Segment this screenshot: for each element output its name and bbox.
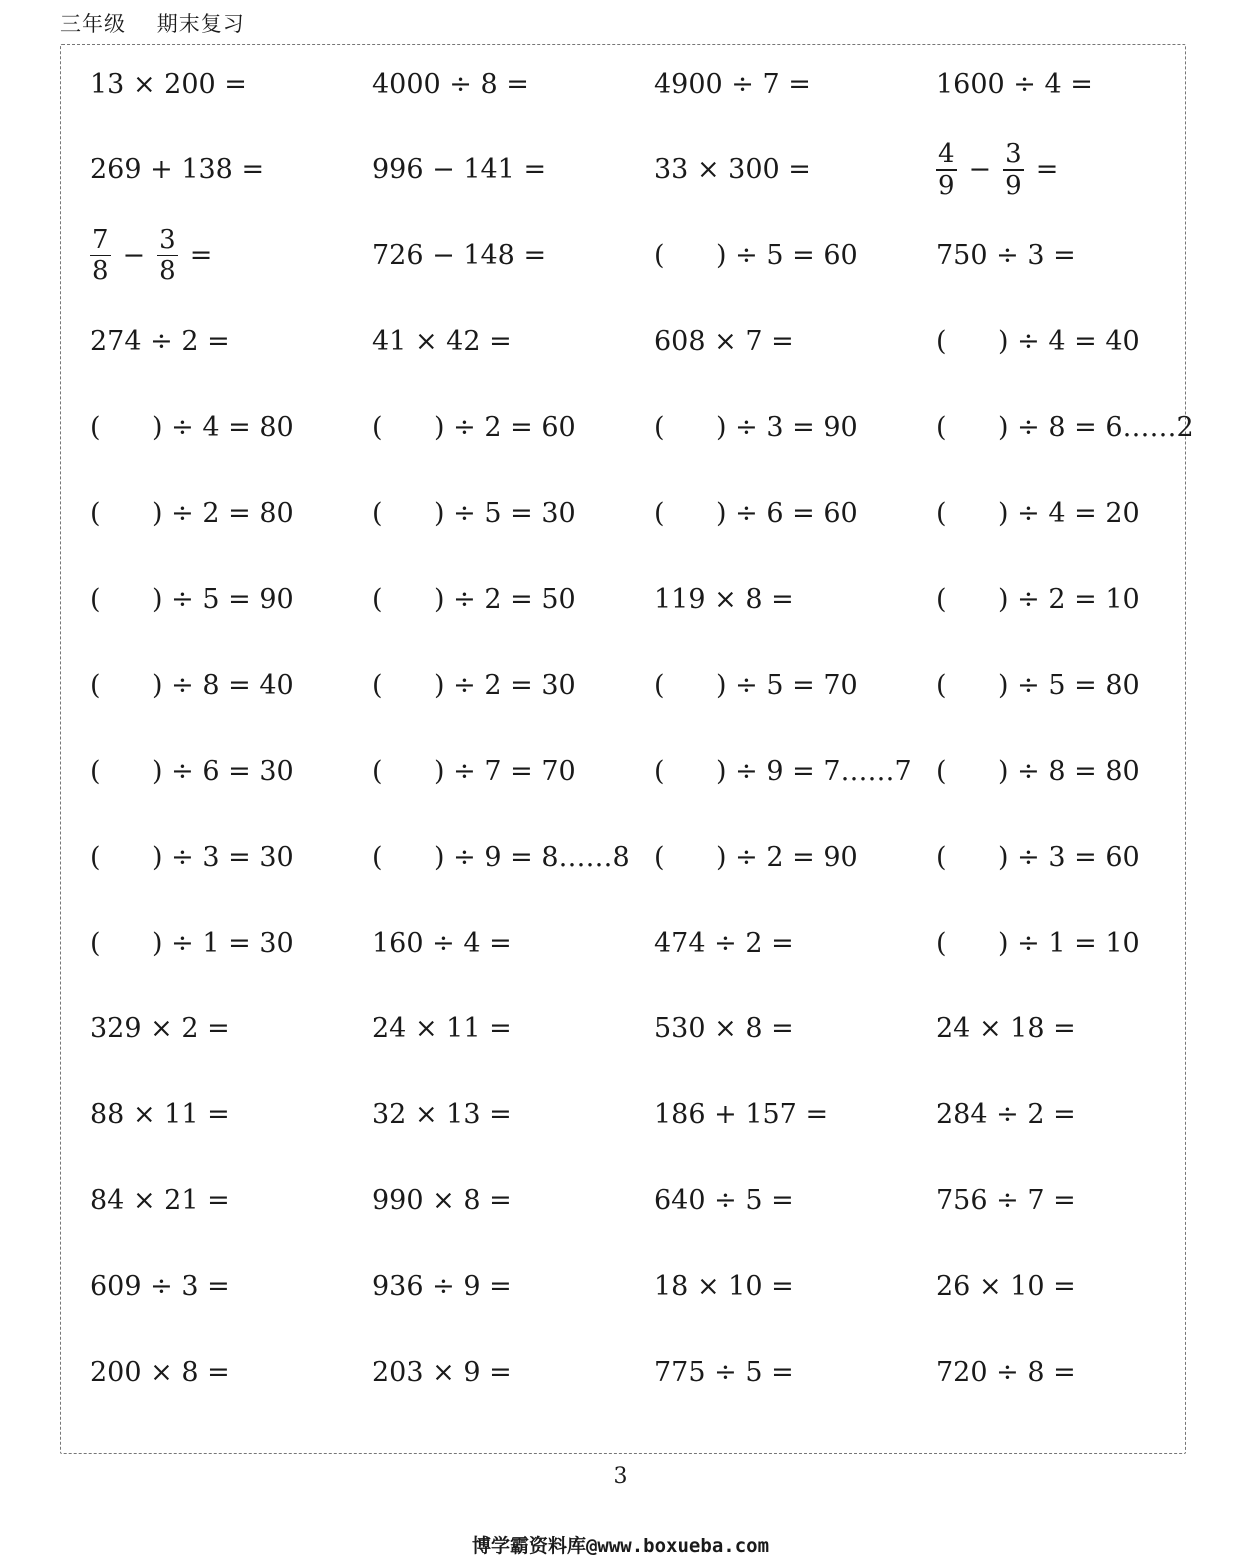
problem-cell [654,1247,794,1327]
fraction-denominator: 8 [159,256,176,287]
problem-cell [654,1161,794,1241]
problem-expression: 720 ÷ 8 = [936,1357,1076,1388]
problem-cell [372,989,512,1069]
problem-expression: 4000 ÷ 8 = [372,68,529,100]
problem-row [0,1247,1241,1327]
problem-cell [372,388,576,468]
problem-expression: ( ) ÷ 4 = 40 [936,326,1140,358]
problem-cell [90,731,294,811]
problem-cell [936,1161,1076,1241]
problem-expression: 4900 ÷ 7 = [654,68,811,100]
problem-cell [936,817,1140,897]
problem-cell [90,302,230,382]
footer-site-credit: 博学霸资料库@www.boxueba.com [471,1535,770,1557]
problem-cell [654,388,858,468]
problem-expression: ( ) ÷ 4 = 80 [90,412,294,444]
problem-expression: 32 × 13 = [372,1099,512,1131]
problem-cell [90,474,294,554]
problem-expression: 1600 ÷ 4 = [936,68,1093,100]
problem-cell [372,645,576,725]
problem-expression: 186 + 157 = [654,1099,829,1131]
problem-expression: 160 ÷ 4 = [372,927,512,959]
problem-cell [654,1075,828,1155]
problem-expression: 33 × 300 = [654,154,811,186]
problem-expression: ( ) ÷ 5 = 70 [654,669,858,701]
problem-cell [936,216,1076,296]
problem-cell [654,731,912,811]
problem-row [0,216,1241,296]
problem-cell [936,474,1140,554]
problem-cell [372,559,576,639]
problem-expression: 284 ÷ 2 = [936,1099,1076,1131]
problem-expression: ( ) ÷ 5 = 30 [372,498,576,529]
problem-row [0,903,1241,983]
fraction-numerator: 3 [1005,139,1022,170]
problem-cell [372,731,576,811]
problem-cell [90,1075,230,1155]
problem-cell [654,474,858,554]
fraction-numerator: 7 [92,225,109,256]
problem-cell [90,1333,230,1413]
problem-cell [654,645,858,725]
problem-cell [936,989,1076,1069]
fraction-denominator: 8 [92,256,109,287]
fraction-left [936,139,957,200]
problem-row [0,559,1241,639]
problem-expression: ( ) ÷ 8 = 40 [90,669,294,701]
problem-cell [372,1333,512,1413]
problem-row [0,130,1241,210]
equals-sign: = [189,240,213,272]
problem-expression: 269 + 138 = [90,154,265,186]
problem-expression: ( ) ÷ 7 = 70 [372,755,576,787]
problem-expression: 24 × 18 = [936,1013,1076,1045]
fraction-left [90,225,111,286]
problem-expression: ( ) ÷ 2 = 80 [90,498,294,529]
problem-cell [372,1161,512,1241]
problem-expression: 609 ÷ 3 = [90,1271,230,1303]
page-number: 3 [613,1464,628,1489]
problem-cell [936,1333,1076,1413]
problem-cell [654,903,794,983]
problem-expression: ( ) ÷ 4 = 20 [936,498,1140,529]
problem-expression: ( ) ÷ 8 = 6……2 [936,412,1194,444]
problem-expression: 274 ÷ 2 = [90,326,230,358]
problem-expression: ( ) ÷ 5 = 90 [90,583,294,615]
problem-cell [654,44,811,124]
problem-expression: 608 × 7 = [654,326,794,358]
problem-expression: 775 ÷ 5 = [654,1357,794,1388]
problem-expression: ( ) ÷ 2 = 50 [372,583,576,615]
problem-expression: ( ) ÷ 5 = 60 [654,240,858,272]
problem-expression: ( ) ÷ 9 = 7……7 [654,755,912,787]
problem-cell [90,645,294,725]
problem-row [0,1161,1241,1241]
problem-expression: ( ) ÷ 3 = 60 [936,841,1140,873]
problem-expression: ( ) ÷ 5 = 80 [936,669,1140,701]
problem-expression: 750 ÷ 3 = [936,240,1076,272]
problem-cell [90,1161,230,1241]
problem-cell [936,44,1093,124]
problem-expression: ( ) ÷ 8 = 80 [936,755,1140,787]
problem-expression: 474 ÷ 2 = [654,927,794,959]
problem-cell [936,130,1066,210]
problem-expression: 530 × 8 = [654,1013,794,1045]
problem-row [0,388,1241,468]
problem-cell [372,1075,512,1155]
problem-expression: ( ) ÷ 2 = 90 [654,841,858,873]
problem-cell [372,302,512,382]
problem-row [0,989,1241,1069]
problem-cell [654,130,811,210]
fraction-denominator: 9 [938,170,955,201]
problem-cell [90,989,230,1069]
problem-expression: 726 − 148 = [372,240,547,272]
problem-row [0,1333,1241,1413]
problem-cell [936,903,1140,983]
problem-cell [936,645,1140,725]
problem-cell [936,731,1140,811]
problem-cell [90,559,294,639]
problem-cell [90,216,220,296]
problem-expression: ( ) ÷ 2 = 60 [372,412,576,444]
problem-expression: ( ) ÷ 9 = 8……8 [372,841,630,873]
problem-cell [654,216,858,296]
problem-expression: ( ) ÷ 3 = 30 [90,841,294,873]
fraction-operator: − [968,154,992,186]
problem-cell [936,559,1140,639]
fraction-denominator: 9 [1005,170,1022,201]
problem-cell [936,1075,1076,1155]
problem-cell [372,817,630,897]
problem-cell [936,302,1140,382]
problem-row [0,817,1241,897]
problem-cell [654,559,794,639]
fraction-right [1003,139,1024,200]
fraction-numerator: 4 [938,139,955,170]
problem-row [0,302,1241,382]
problem-row [0,731,1241,811]
problem-expression: 936 ÷ 9 = [372,1271,512,1303]
problem-expression: ( ) ÷ 1 = 10 [936,927,1140,959]
problem-cell [372,1247,512,1327]
problem-expression: 640 ÷ 5 = [654,1185,794,1217]
problem-cell [654,817,858,897]
problem-expression: 119 × 8 = [654,583,794,615]
problem-expression: ( ) ÷ 1 = 30 [90,927,294,959]
problem-cell [654,1333,794,1413]
problem-expression: 200 × 8 = [90,1357,230,1388]
page-header-title: 三年级 期末复习 [60,12,245,36]
problem-expression: 990 × 8 = [372,1185,512,1217]
problem-expression: ( ) ÷ 2 = 30 [372,669,576,701]
problem-cell [372,903,512,983]
problem-expression: 13 × 200 = [90,68,247,100]
problem-expression: 203 × 9 = [372,1357,512,1388]
problem-expression: ( ) ÷ 3 = 90 [654,412,858,444]
problem-expression: 84 × 21 = [90,1185,230,1217]
problem-expression: 756 ÷ 7 = [936,1185,1076,1217]
problem-expression: 26 × 10 = [936,1271,1076,1303]
fraction-right [157,225,178,286]
problem-cell [372,474,576,554]
problem-cell [936,1247,1076,1327]
problem-cell [372,216,546,296]
problem-cell [936,388,1194,468]
problem-expression: 18 × 10 = [654,1271,794,1303]
problem-cell [372,130,546,210]
problem-expression: 88 × 11 = [90,1099,230,1131]
problem-expression: 329 × 2 = [90,1013,230,1045]
problem-expression: ( ) ÷ 2 = 10 [936,583,1140,615]
problem-cell [90,388,294,468]
fraction-numerator: 3 [159,225,176,256]
problem-row [0,44,1241,124]
problem-cell [654,302,794,382]
problem-cell [90,903,294,983]
problem-expression: 41 × 42 = [372,326,512,358]
problem-expression: ( ) ÷ 6 = 60 [654,498,858,529]
problem-cell [90,1247,230,1327]
problem-row [0,474,1241,554]
problem-expression: 24 × 11 = [372,1013,512,1045]
problem-cell [90,130,264,210]
equals-sign: = [1035,154,1059,186]
problem-cell [654,989,794,1069]
problem-cell [372,44,529,124]
problem-cell [90,44,247,124]
problem-expression: 996 − 141 = [372,154,547,186]
problem-cell [90,817,294,897]
problem-row [0,1075,1241,1155]
fraction-operator: − [122,240,146,272]
problem-row [0,645,1241,725]
problem-expression: ( ) ÷ 6 = 30 [90,755,294,787]
